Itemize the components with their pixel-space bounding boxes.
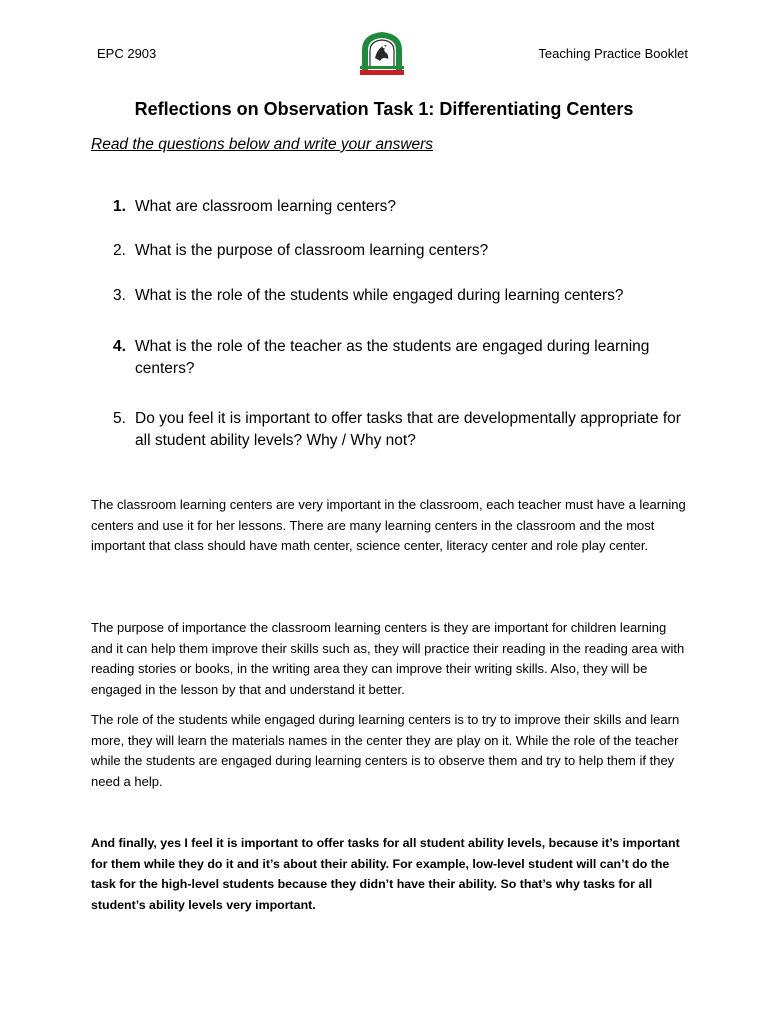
question-number: 4.	[113, 338, 126, 355]
answer-paragraph: The classroom learning centers are very important in the classroom, each teacher must have a learning centers and use it for her lessons. There are many learning centers in the classroom and the most important that class should have math center, science center, literacy center and role play center.	[91, 497, 686, 553]
page-title: Reflections on Observation Task 1: Differentiating Centers	[134, 99, 634, 119]
question-text: Do you feel it is important to offer tasks that are developmentally appropriate for all student ability levels? Why / Why not?	[135, 410, 681, 449]
instruction-text: Read the questions below and write your answers	[91, 136, 434, 153]
question-text: What is the purpose of classroom learning centers?	[135, 242, 489, 259]
answer-paragraph: The role of the students while engaged during learning centers is to try to improve their skills and learn more, they will learn the materials names in the center they are play on it. While the role of the teacher while the students are engaged during learning centers is to observe them and try to help them if they need a help.	[91, 712, 680, 789]
booklet-title: Teaching Practice Booklet	[538, 46, 688, 61]
question-item	[113, 285, 693, 307]
question-item	[113, 196, 693, 218]
question-number: 1.	[113, 198, 126, 215]
question-text: What is the role of the teacher as the students are engaged during learning centers?	[135, 338, 650, 377]
question-number: 5.	[113, 410, 126, 427]
question-item	[113, 240, 693, 262]
question-number: 2.	[113, 242, 126, 259]
answer-paragraph: And finally, yes I feel it is important to offer tasks for all student ability levels, because it’s important for them while they do it and it’s about their ability. For example, low-level student will can’t do the task for the high-level students because they didn’t have their ability. So that’s why tasks for all student’s ability levels very important.	[91, 836, 680, 912]
institution-logo-icon	[356, 28, 408, 78]
question-item	[113, 408, 693, 452]
question-number: 3.	[113, 287, 126, 304]
question-text: What is the role of the students while engaged during learning centers?	[135, 287, 624, 304]
question-text: What are classroom learning centers?	[135, 198, 397, 215]
course-code: EPC 2903	[97, 46, 157, 61]
answer-paragraph: The purpose of importance the classroom learning centers is they are important for children learning and it can help them improve their skills such as, they will practice their reading in the reading area with reading stories or books, in the writing area they can improve their writing skills. Also, they will be engaged in the lesson by that and understand it better.	[91, 620, 685, 697]
question-item	[113, 336, 693, 380]
